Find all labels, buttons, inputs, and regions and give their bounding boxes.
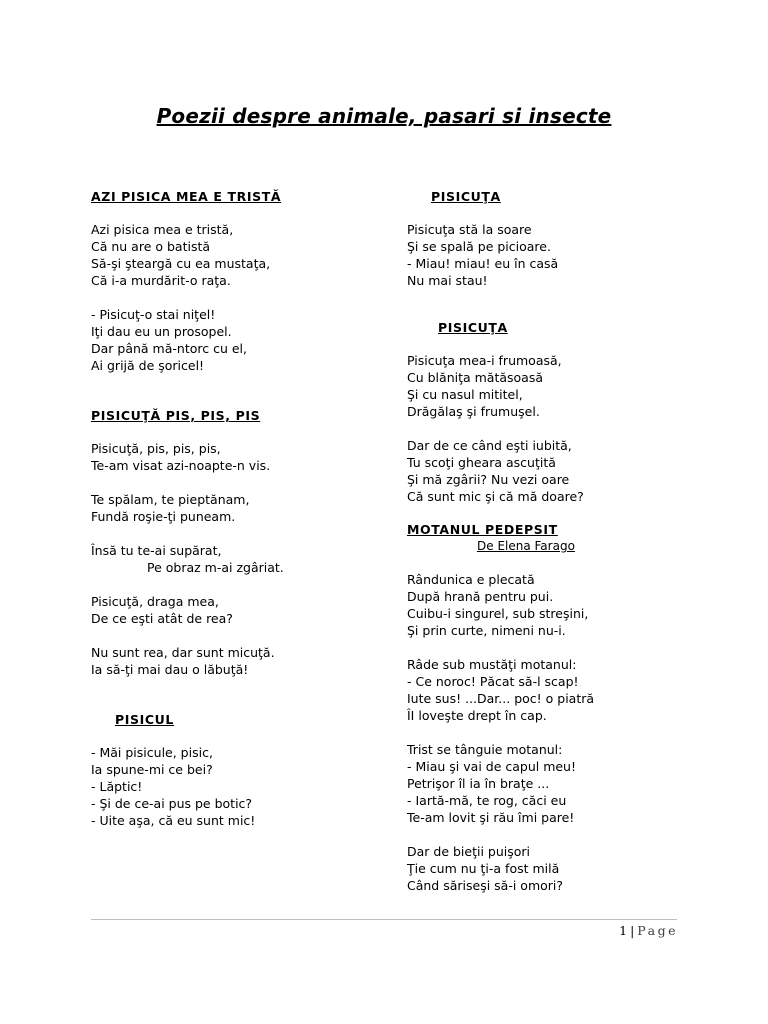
stanza: [91, 440, 391, 474]
stanza: [91, 306, 391, 374]
poem-azi-pisica: [91, 188, 391, 374]
verse-line: - Măi pisicule, pisic,: [91, 745, 213, 760]
page-number: 1: [619, 923, 628, 938]
verse-line: - Uite aşa, că eu sunt mic!: [91, 813, 256, 828]
poem-title: MOTANUL PEDEPSIT: [407, 522, 558, 537]
stanza: [91, 542, 391, 576]
verse-line: Drăgălaş şi frumuşel.: [407, 404, 540, 419]
poem-author: De Elena Farago: [477, 539, 575, 553]
verse-line: Cu blăniţa mătăsoasă: [407, 370, 544, 385]
verse-line: Dar până mă-ntorc cu el,: [91, 341, 247, 356]
stanza: [407, 221, 707, 289]
verse-line: Că sunt mic şi că mă doare?: [407, 489, 584, 504]
verse-line: Cuibu-i singurel, sub streşini,: [407, 606, 589, 621]
poem-title: PISICUL: [115, 712, 174, 727]
verse-line: Fundă roşie-ţi puneam.: [91, 509, 236, 524]
poem-pisicuta-pis: [91, 407, 391, 678]
poem-title: PISICUŢĂ PIS, PIS, PIS: [91, 408, 261, 423]
stanza: [407, 656, 707, 724]
verse-line: Te-am visat azi-noapte-n vis.: [91, 458, 271, 473]
verse-line: Ia spune-mi ce bei?: [91, 762, 213, 777]
verse-line: Nu sunt rea, dar sunt micuţă.: [91, 645, 275, 660]
poem-title: PISICUŢA: [431, 189, 501, 204]
verse-line: Că i-a murdărit-o raţa.: [91, 273, 231, 288]
verse-line: Şi prin curte, nimeni nu-i.: [407, 623, 566, 638]
verse-line: Când săriseşi să-i omori?: [407, 878, 564, 893]
verse-line: Pe obraz m-ai zgâriat.: [147, 560, 284, 575]
stanza: [91, 491, 391, 525]
verse-line: Petrişor îl ia în braţe ...: [407, 776, 550, 791]
stanza: [407, 437, 707, 505]
verse-line: - Pisicuţ-o stai niţel!: [91, 307, 216, 322]
page-footer: [619, 923, 678, 938]
verse-line: Pisicuţă, draga mea,: [91, 594, 219, 609]
verse-line: Râde sub mustăţi motanul:: [407, 657, 577, 672]
verse-line: Ai grijă de şoricel!: [91, 358, 205, 373]
page-title: Poezii despre animale, pasari si insecte: [156, 104, 612, 128]
verse-line: Trist se tânguie motanul:: [407, 742, 563, 757]
verse-line: Azi pisica mea e tristă,: [91, 222, 234, 237]
verse-line: De ce eşti atât de rea?: [91, 611, 233, 626]
verse-line: Iţi dau eu un prosopel.: [91, 324, 232, 339]
verse-line: Tu scoţi gheara ascuţită: [407, 455, 556, 470]
verse-line: - Şi de ce-ai pus pe botic?: [91, 796, 253, 811]
verse-line: Că nu are o batistă: [91, 239, 211, 254]
stanza: [407, 571, 707, 639]
verse-line: Ia să-ţi mai dau o lăbuţă!: [91, 662, 249, 677]
stanza: [91, 744, 391, 829]
poem-title: PISICUŢA: [438, 320, 508, 335]
verse-line: Dar de bieţii puişori: [407, 844, 531, 859]
poem-motanul-pedepsit: [407, 521, 707, 894]
verse-line: Ţie cum nu ţi-a fost milă: [407, 861, 560, 876]
verse-line: Însă tu te-ai supărat,: [91, 543, 222, 558]
footer-separator: |: [630, 923, 635, 938]
poem-pisicul: [91, 711, 391, 829]
verse-line: - Iartă-mă, te rog, căci eu: [407, 793, 567, 808]
verse-line: Şi mă zgârii? Nu vezi oare: [407, 472, 570, 487]
verse-line: Te-am lovit şi rău îmi pare!: [407, 810, 575, 825]
stanza: [91, 644, 391, 678]
poem-pisicuta-2: [407, 319, 707, 505]
verse-line: Nu mai stau!: [407, 273, 488, 288]
verse-line: Şi se spală pe picioare.: [407, 239, 551, 254]
stanza: [91, 593, 391, 627]
stanza: [91, 221, 391, 289]
verse-line: - Miau! miau! eu în casă: [407, 256, 559, 271]
verse-line: Şi cu nasul mititel,: [407, 387, 523, 402]
verse-line: - Miau şi vai de capul meu!: [407, 759, 576, 774]
verse-line: Dar de ce când eşti iubită,: [407, 438, 572, 453]
stanza: [407, 352, 707, 420]
verse-line: ÎI loveşte drept în cap.: [407, 708, 547, 723]
page-label: Page: [637, 923, 678, 938]
verse-line: Să-şi şteargă cu ea mustaţa,: [91, 256, 271, 271]
right-column: [407, 188, 707, 894]
verse-line: - Lăptic!: [91, 779, 143, 794]
stanza: [407, 843, 707, 894]
verse-line: Iute sus! ...Dar... poc! o piatră: [407, 691, 595, 706]
verse-line: - Ce noroc! Păcat să-l scap!: [407, 674, 579, 689]
verse-line: Pisicuţa stă la soare: [407, 222, 532, 237]
verse-line: Rândunica e plecată: [407, 572, 535, 587]
left-column: [91, 188, 391, 846]
footer-divider: [91, 919, 677, 920]
verse-line: După hrană pentru pui.: [407, 589, 554, 604]
verse-line: Pisicuţa mea-i frumoasă,: [407, 353, 562, 368]
poem-title: AZI PISICA MEA E TRISTĂ: [91, 189, 282, 204]
stanza: [407, 741, 707, 826]
verse-line: Pisicuţă, pis, pis, pis,: [91, 441, 221, 456]
poem-pisicuta-1: [407, 188, 707, 289]
verse-line: Te spălam, te pieptănam,: [91, 492, 250, 507]
